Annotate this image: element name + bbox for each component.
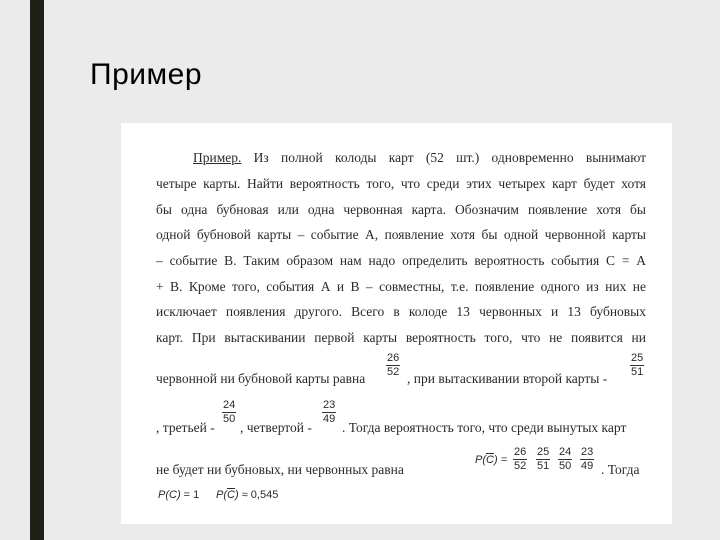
fraction-numerator: 23 [323,399,336,411]
formula-equals: = [500,454,508,466]
fraction-denominator: 52 [514,460,527,472]
text-line-2: четыре карты. Найти вероятность того, что среди этих четырех карт будет хотя [156,176,646,191]
fraction-denominator: 52 [387,366,400,378]
text-line-10c: . Тогда вероятность того, что среди вынутых карт [342,420,627,435]
text-line-5: – событие В. Таким образом нам надо определить вероятность события С = А [156,253,646,268]
text-line-6: + В. Кроме того, события А и В – совместны, т.е. появление одного из них не [156,279,646,294]
fraction-numerator: 26 [387,352,400,364]
result-p-cbar [216,489,278,501]
fraction-numerator: 24 [223,399,236,411]
product-fraction-2 [536,446,550,473]
result-p-c-value: = 1 [183,489,200,501]
fraction-numerator: 23 [581,446,594,458]
text-line-3: бы одна бубновая или одна червонная карта. Обозначим появление хотя бы [156,202,646,217]
slide-title: Пример [90,58,202,91]
fraction-numerator: 24 [559,446,572,458]
text-line-4: одной бубновой карты – событие А, появление хотя бы одной червонной карты [156,227,646,242]
product-fraction-4 [580,446,594,473]
fraction-denominator: 51 [631,366,644,378]
fraction-denominator: 49 [323,413,336,425]
text-line-10b: , четвертой - [240,420,312,435]
fraction-23-49 [322,399,336,426]
text-line-8: карт. При вытаскивании первой карты вероятность того, что не появится ни [156,330,646,345]
result-p-c-label: P(C) [158,489,181,501]
fraction-25-51 [630,352,644,379]
product-fraction-3 [558,446,572,473]
fraction-numerator: 25 [631,352,644,364]
fraction-24-50 [222,399,236,426]
fraction-denominator: 49 [581,460,594,472]
formula-p-cbar [475,454,507,466]
fraction-numerator: 26 [514,446,527,458]
result-p-cbar-value: ≈ 0,545 [241,489,279,501]
example-lead: Пример. [193,150,242,165]
text-line-11b: . Тогда [601,462,640,477]
text-line-10a: , третьей - [156,420,215,435]
text-line-9a: червонной ни бубновой карты равна [156,371,366,386]
text-line-1-body: Из полной колоды карт (52 шт.) одновременно вынимают [253,150,647,165]
fraction-26-52 [386,352,400,379]
result-p-c [158,489,199,501]
product-fraction-1 [513,446,527,473]
formula-p-label: $P(\overline{C})$ [475,454,498,466]
text-line-1 [193,149,646,167]
fraction-denominator: 50 [223,413,236,425]
result-p-cbar-label: $P(\overline{C})$ [216,489,239,501]
fraction-denominator: 51 [537,460,550,472]
text-line-11a: не будет ни бубновых, ни червонных равна [156,462,404,477]
left-accent-bar [30,0,44,540]
document-image [121,123,672,524]
fraction-numerator: 25 [537,446,550,458]
text-line-9b: , при вытаскивании второй карты - [407,371,608,386]
fraction-denominator: 50 [559,460,572,472]
text-line-7: исключает появления другого. Всего в колоде 13 червонных и 13 бубновых [156,304,646,319]
